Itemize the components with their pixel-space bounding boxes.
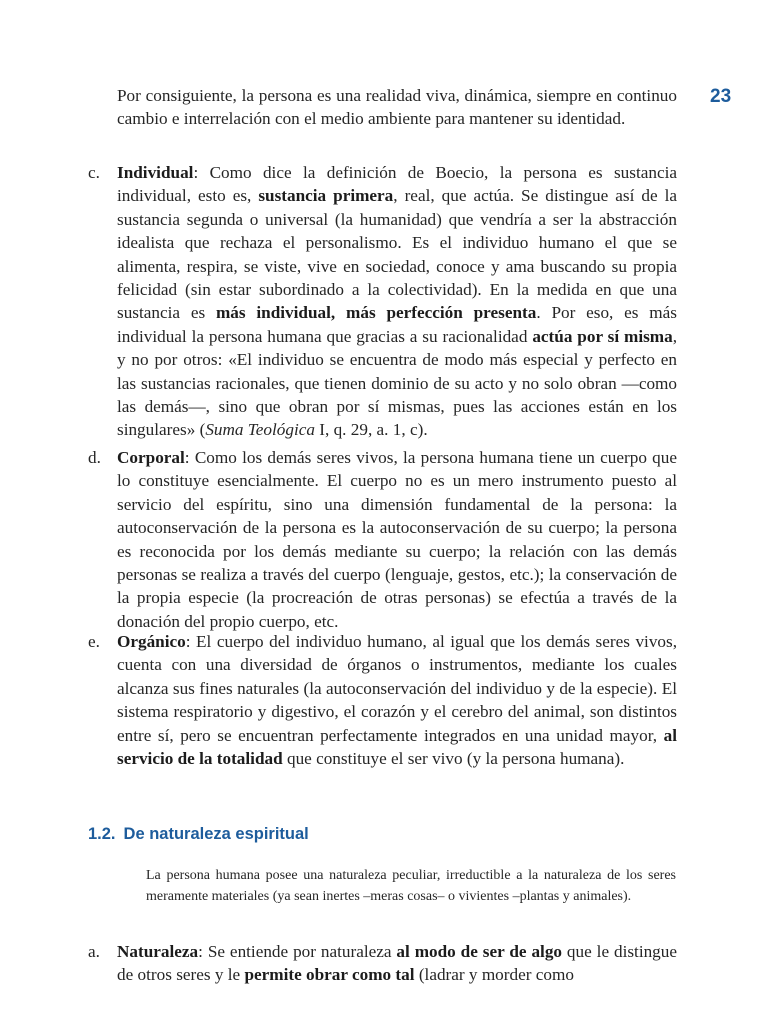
item-body [117, 940, 677, 987]
item-text: (ladrar y morder como [414, 965, 574, 985]
opening-paragraph: Por consiguiente, la persona es una realidad viva, dinámica, siempre en continuo cambio e interrelación con el medio ambiente para mantener su identidad. [117, 86, 677, 129]
list-marker: e. [88, 632, 100, 651]
section-intro: La persona humana posee una naturaleza peculiar, irreductible a la naturaleza de los seres meramente materiales (ya sean inertes –meras cosas– o vivientes –plantas y animales). [146, 868, 676, 904]
work-title: Suma Teológica [205, 420, 315, 440]
item-term: Naturaleza [117, 942, 199, 961]
section-heading [88, 825, 309, 844]
item-text: que constituye el ser vivo (y la persona humana). [282, 749, 625, 769]
item-text: , real, que actúa. Se distingue así de la sustancia segunda o universal (la humanidad) que vendría a ser la abstracción idealista que rechaza el personalismo. Es el individuo humano el que se alimenta, respira, se viste, vive en sociedad, conoce y ama buscando su propia felicidad (sin estar subordinado a la colectividad). En la medida en que una sustancia es [117, 186, 677, 323]
item-text: , y no por otros: «El individuo se encuentra de modo más especial y perfecto en las sustancias racionales, que tienen dominio de su acto y no solo obran —como las demás—, sino que obran por sí mismas, pues las acciones están en los singulares» ( [117, 326, 678, 440]
list-item-organico [88, 630, 677, 770]
list-item-corporal [88, 446, 677, 633]
page-number: 23 [710, 86, 732, 107]
list-item-individual [88, 161, 677, 442]
item-emphasis: al servicio de la totalidad [117, 725, 677, 769]
list-marker: d. [88, 448, 101, 467]
item-body [117, 161, 677, 442]
item-text: : Como los demás seres vivos, la persona humana tiene un cuerpo que lo constituye esencialmente. El cuerpo no es un mero instrumento puesto al servicio del espíritu, sino una dimensión fundamental de la persona: la autoconservación de la persona es la autoconservación de su cuerpo; la persona es reconocida por los demás mediante su cuerpo; la relación con las demás personas se realiza a través del cuerpo (lenguaje, gestos, etc.); la conservación de la propia especie (la procreación de otras personas) se efectúa a través de la donación del propio cuerpo, etc. [117, 448, 677, 631]
item-text: . Por eso, es más individual la persona humana que gracias a su racionalidad [117, 303, 677, 346]
section-number: 1.2. [88, 825, 116, 843]
item-emphasis: permite obrar como tal [244, 965, 415, 985]
list-item-naturaleza [88, 940, 677, 987]
item-body [117, 630, 677, 770]
list-marker: a. [88, 942, 100, 961]
item-text: I, q. 29, a. 1, c). [314, 420, 428, 440]
item-text: : Como dice la definición de Boecio, la persona es sustancia individual, esto es, [117, 163, 677, 206]
item-text: : El cuerpo del individuo humano, al igual que los demás seres vivos, cuenta con una diversidad de órganos o instrumentos, mediante los cuales alcanza sus fines naturales (la autoconservación del individuo y de la especie). El sistema respiratorio y digestivo, el corazón y el cerebro del animal, son distintos entre sí, pero se encuentran perfectamente integrados en una unidad mayor, [117, 632, 677, 745]
list-marker: c. [88, 163, 100, 182]
item-body [117, 446, 677, 633]
item-emphasis: sustancia primera [258, 186, 394, 206]
item-term: Orgánico [117, 632, 186, 651]
item-emphasis: al modo de ser de algo [396, 942, 563, 961]
item-emphasis: actúa por sí misma [532, 326, 673, 346]
item-emphasis: más individual, más perfección presenta [215, 303, 537, 323]
item-text: que le distingue de otros seres y le [117, 942, 678, 985]
section-title: De naturaleza espiritual [123, 825, 309, 843]
item-term: Individual [117, 163, 194, 182]
item-term: Corporal [117, 448, 185, 467]
item-text: : Se entiende por naturaleza [198, 942, 397, 961]
